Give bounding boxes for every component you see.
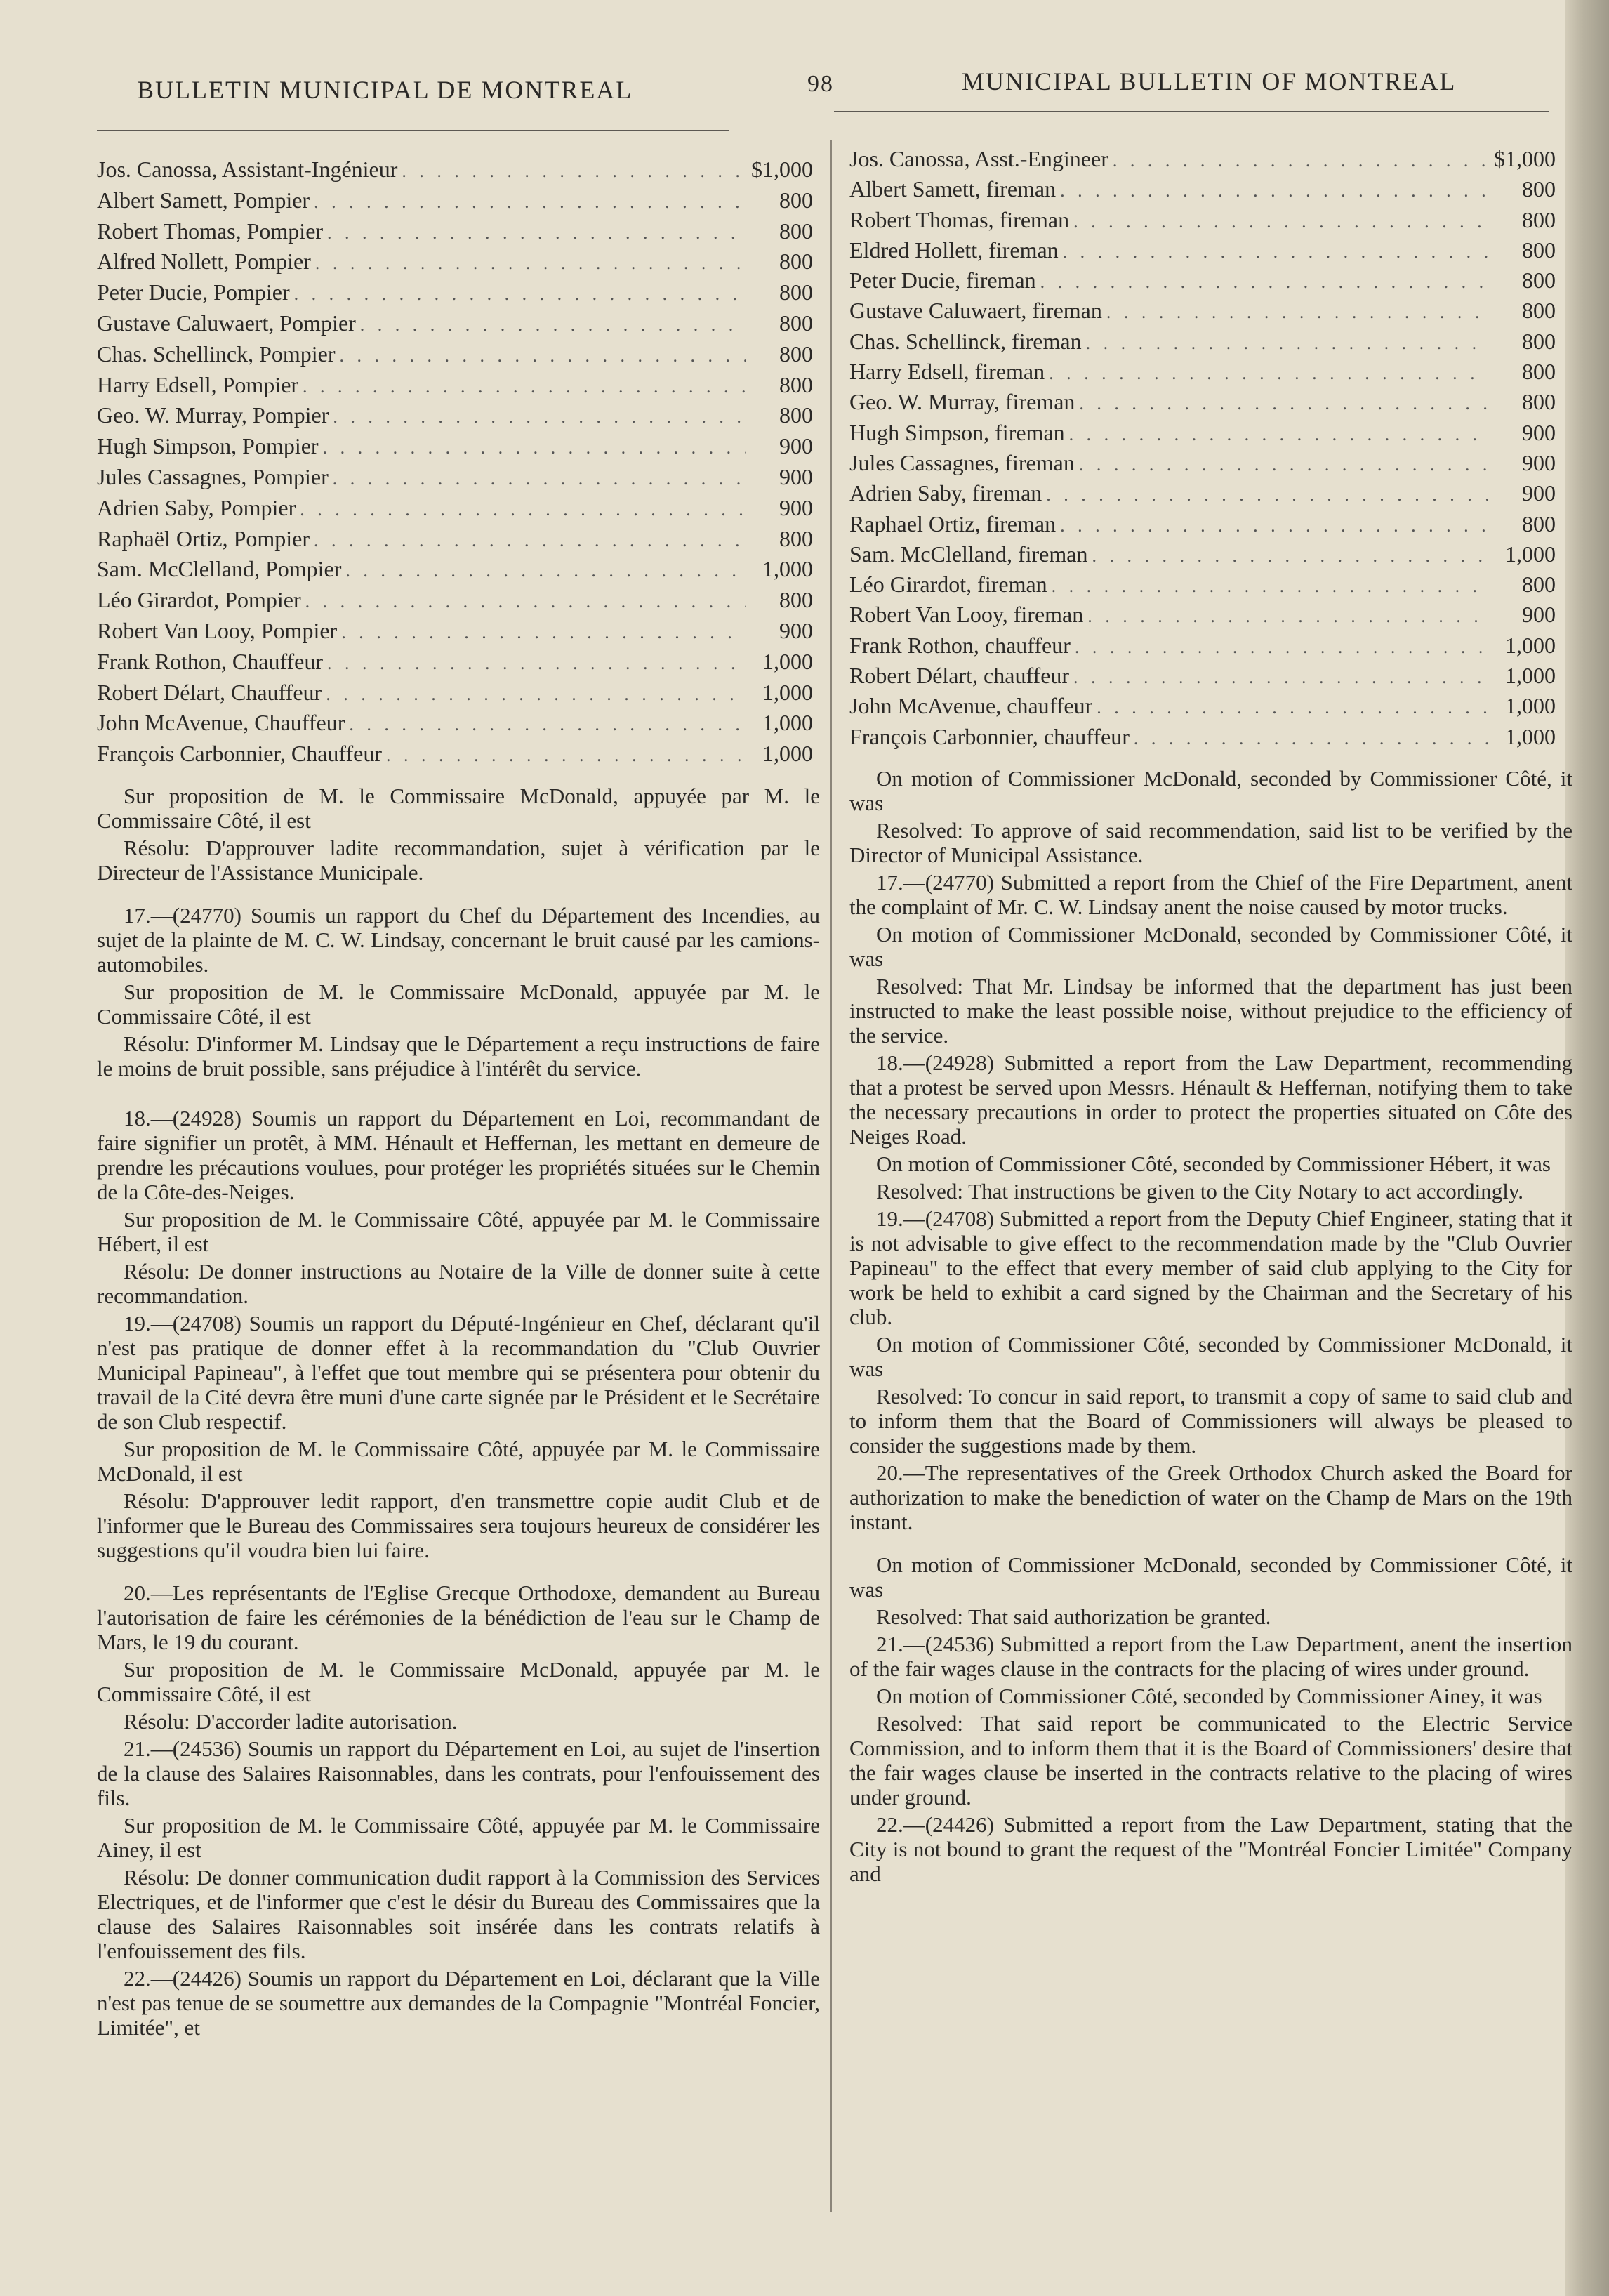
roster-amount: 900 bbox=[779, 494, 813, 520]
leader-dots bbox=[1073, 206, 1488, 237]
roster-amount: 800 bbox=[779, 279, 813, 305]
roster-name: Alfred Nollett, Pompier bbox=[97, 249, 311, 275]
leader-dots bbox=[360, 310, 746, 341]
item-22-report: 22.—(24426) Submitted a report from the Law Department, stating that the City is not bound to grant the request of the "Montréal Foncier Limitée" Company and bbox=[849, 1812, 1572, 1886]
item-22-report: 22.—(24426) Soumis un rapport du Département en Loi, déclarant que la Ville n'est pas tenue de se soumettre aux demandes de la Compagnie "Montréal Foncier, Limitée", et bbox=[97, 1965, 820, 2040]
roster-name: Peter Ducie, fireman bbox=[849, 268, 1036, 293]
roster-name: Robert Thomas, Pompier bbox=[97, 218, 324, 244]
roster-amount: 800 bbox=[779, 187, 813, 213]
roster-amount: 1,000 bbox=[1505, 663, 1556, 689]
roster-name: Gustave Caluwaert, Pompier bbox=[97, 310, 356, 336]
motion-paragraph: On motion of Commissioner McDonald, seconded by Commissioner Côté, it was bbox=[849, 765, 1572, 815]
roster-row bbox=[97, 277, 813, 308]
roster-row bbox=[97, 739, 813, 770]
leader-dots bbox=[326, 679, 746, 710]
roster-row bbox=[849, 357, 1556, 387]
roster-row bbox=[849, 600, 1556, 630]
column-divider bbox=[830, 140, 832, 2212]
motion-paragraph: Sur proposition de M. le Commissaire Côté, appuyée par M. le Commissaire Hébert, il est bbox=[97, 1206, 820, 1256]
roster-row bbox=[97, 246, 813, 277]
page-header bbox=[0, 67, 1609, 116]
roster-row bbox=[849, 569, 1556, 600]
leader-dots bbox=[1049, 358, 1488, 388]
resolution-paragraph: Résolu: De donner communication dudit rapport à la Commission des Services Electriques, et de l'informer que c'est le désir du Bureau des Commissaires que la clause des Salaires Raisonnables soit insérée dans les contrats relatifs à l'enfouissement des fils. bbox=[97, 1864, 820, 1963]
motion-paragraph: On motion of Commissioner Côté, seconded by Commissioner Hébert, it was bbox=[876, 1151, 1551, 1176]
leader-dots bbox=[1060, 510, 1488, 541]
header-rule-right bbox=[834, 111, 1549, 112]
roster-name: Sam. McClelland, fireman bbox=[849, 541, 1088, 567]
resolution-paragraph: Résolu: D'accorder ladite autorisation. bbox=[124, 1708, 458, 1734]
item-21-report: 21.—(24536) Submitted a report from the Law Department, anent the insertion of the fair wages clause in the contracts for the placing of wires under ground. bbox=[849, 1631, 1572, 1681]
roster-row bbox=[849, 205, 1556, 235]
leader-dots bbox=[1113, 145, 1488, 176]
leader-dots bbox=[349, 709, 746, 740]
roster-row bbox=[849, 174, 1556, 204]
roster-amount: 800 bbox=[1522, 389, 1556, 415]
leader-dots bbox=[1040, 267, 1488, 297]
motion-paragraph: On motion of Commissioner McDonald, seconded by Commissioner Côté, it was bbox=[849, 1552, 1572, 1602]
roster-row bbox=[849, 387, 1556, 417]
leader-dots bbox=[327, 648, 746, 679]
roster-amount: 900 bbox=[1522, 449, 1556, 475]
roster-name: Léo Girardot, fireman bbox=[849, 572, 1047, 598]
leader-dots bbox=[345, 555, 746, 586]
roster-row bbox=[849, 144, 1556, 174]
roster-name: Jos. Canossa, Assistant-Ingénieur bbox=[97, 157, 398, 182]
roster-amount: 800 bbox=[1522, 298, 1556, 324]
roster-amount: 800 bbox=[1522, 176, 1556, 202]
roster-name: Peter Ducie, Pompier bbox=[97, 279, 290, 305]
roster-amount: 900 bbox=[779, 433, 813, 459]
roster-amount: 800 bbox=[1522, 572, 1556, 598]
roster-name: Gustave Caluwaert, fireman bbox=[849, 298, 1102, 324]
roster-row bbox=[97, 400, 813, 431]
roster-name: Léo Girardot, Pompier bbox=[97, 587, 301, 613]
roster-row bbox=[97, 339, 813, 370]
roster-row bbox=[849, 418, 1556, 448]
roster-row bbox=[849, 265, 1556, 296]
resolution-paragraph: Resolved: That Mr. Lindsay be informed that the department has just been instructed to make the least possible noise, without prejudice to the efficiency of the service. bbox=[849, 973, 1572, 1048]
roster-amount: 800 bbox=[779, 587, 813, 613]
header-rule-left bbox=[97, 130, 729, 131]
roster-name: John McAvenue, chauffeur bbox=[849, 693, 1093, 719]
roster-amount: 800 bbox=[1522, 237, 1556, 263]
roster-amount: 1,000 bbox=[762, 556, 813, 582]
roster-row bbox=[849, 539, 1556, 569]
roster-row bbox=[849, 235, 1556, 265]
page-number: 98 bbox=[807, 71, 834, 97]
roster-name: Albert Samett, Pompier bbox=[97, 187, 310, 213]
leader-dots bbox=[1134, 723, 1488, 753]
roster-name: Harry Edsell, fireman bbox=[849, 359, 1045, 385]
roster-amount: 900 bbox=[1522, 419, 1556, 445]
roster-name: Frank Rothon, chauffeur bbox=[849, 632, 1071, 658]
roster-name: Jules Cassagnes, Pompier bbox=[97, 463, 329, 489]
roster-amount: 800 bbox=[779, 310, 813, 336]
roster-amount: 900 bbox=[1522, 480, 1556, 506]
roster-row bbox=[97, 678, 813, 708]
resolution-paragraph: Résolu: D'approuver ledit rapport, d'en transmettre copie audit Club et de l'informer que le Bureau des Commissaires sera toujours heureux de considérer les suggestions qu'il voudra bien lui faire. bbox=[97, 1488, 820, 1562]
roster-name: Eldred Hollett, fireman bbox=[849, 237, 1059, 263]
leader-dots bbox=[314, 187, 746, 218]
roster-amount: 800 bbox=[779, 249, 813, 275]
roster-amount: 900 bbox=[1522, 602, 1556, 628]
resolution-paragraph: Resolved: That said authorization be granted. bbox=[876, 1604, 1271, 1629]
leader-dots bbox=[333, 463, 746, 494]
motion-paragraph: On motion of Commissioner Côté, seconded by Commissioner Ainey, it was bbox=[876, 1683, 1542, 1708]
roster-name: Geo. W. Murray, Pompier bbox=[97, 402, 329, 428]
roster-name: Raphaël Ortiz, Pompier bbox=[97, 525, 310, 551]
leader-dots bbox=[1087, 601, 1488, 631]
motion-paragraph: Sur proposition de M. le Commissaire Côté, appuyée par M. le Commissaire Ainey, il est bbox=[97, 1812, 820, 1862]
leader-dots bbox=[300, 494, 746, 525]
roster-row bbox=[97, 585, 813, 616]
leader-dots bbox=[305, 586, 746, 617]
resolution-paragraph: Resolved: That said report be communicated to the Electric Service Commission, and to inform them that it is the Board of Commissioners' desire that the fair wages clause be inserted in the contracts relative to the placing of wires under ground. bbox=[849, 1710, 1572, 1809]
roster-name: Adrien Saby, fireman bbox=[849, 480, 1042, 506]
leader-dots bbox=[1063, 237, 1488, 267]
roster-amount: 800 bbox=[1522, 510, 1556, 536]
leader-dots bbox=[1106, 297, 1488, 327]
roster-amount: 1,000 bbox=[1505, 632, 1556, 658]
resolution-paragraph: Resolved: To approve of said recommendation, said list to be verified by the Director of Municipal Assistance. bbox=[849, 817, 1572, 867]
roster-row bbox=[849, 509, 1556, 539]
roster-amount: 800 bbox=[779, 371, 813, 397]
roster-amount: $1,000 bbox=[751, 157, 813, 182]
roster-amount: 1,000 bbox=[1505, 723, 1556, 749]
roster-row bbox=[97, 708, 813, 739]
leader-dots bbox=[386, 740, 746, 771]
leader-dots bbox=[314, 525, 746, 556]
roster-row bbox=[97, 308, 813, 339]
roster-row bbox=[97, 216, 813, 247]
roster-row bbox=[97, 462, 813, 493]
roster-name: John McAvenue, Chauffeur bbox=[97, 710, 345, 736]
leader-dots bbox=[402, 156, 746, 187]
item-21-report: 21.—(24536) Soumis un rapport du Département en Loi, au sujet de l'insertion de la clause des Salaires Raisonnables, dans les contrats, pour l'enfouissement des fils. bbox=[97, 1736, 820, 1810]
leader-dots bbox=[1073, 662, 1488, 692]
leader-dots bbox=[1069, 419, 1488, 449]
header-left-title: BULLETIN MUNICIPAL DE MONTREAL bbox=[137, 76, 633, 104]
english-roster bbox=[849, 144, 1572, 752]
roster-amount: 1,000 bbox=[1505, 541, 1556, 567]
roster-name: Geo. W. Murray, fireman bbox=[849, 389, 1075, 415]
item-18-report: 18.—(24928) Submitted a report from the Law Department, recommending that a protest be served upon Messrs. Hénault & Heffernan, notifying them to take the necessary precautions in order to protect the properties situated on Côte des Neiges Road. bbox=[849, 1050, 1572, 1149]
english-column bbox=[849, 144, 1572, 1889]
roster-name: Hugh Simpson, Pompier bbox=[97, 433, 319, 459]
roster-amount: 800 bbox=[1522, 268, 1556, 293]
roster-name: Hugh Simpson, fireman bbox=[849, 419, 1065, 445]
roster-name: Raphael Ortiz, fireman bbox=[849, 510, 1057, 536]
leader-dots bbox=[341, 617, 746, 648]
roster-name: Chas. Schellinck, fireman bbox=[849, 328, 1082, 354]
roster-row bbox=[97, 370, 813, 401]
motion-paragraph: Sur proposition de M. le Commissaire McDonald, appuyée par M. le Commissaire Côté, il est bbox=[97, 1656, 820, 1706]
roster-amount: 1,000 bbox=[1505, 693, 1556, 719]
roster-name: Harry Edsell, Pompier bbox=[97, 371, 299, 397]
header-right-title: MUNICIPAL BULLETIN OF MONTREAL bbox=[962, 67, 1457, 95]
roster-amount: 800 bbox=[1522, 359, 1556, 385]
resolution-paragraph: Résolu: De donner instructions au Notaire de la Ville de donner suite à cette recommandation. bbox=[97, 1258, 820, 1308]
roster-amount: 1,000 bbox=[762, 679, 813, 705]
leader-dots bbox=[315, 248, 746, 279]
roster-name: Robert Van Looy, fireman bbox=[849, 602, 1084, 628]
roster-name: Adrien Saby, Pompier bbox=[97, 494, 296, 520]
roster-amount: 800 bbox=[1522, 206, 1556, 232]
leader-dots bbox=[303, 371, 746, 402]
roster-row bbox=[849, 722, 1556, 752]
item-17-report: 17.—(24770) Soumis un rapport du Chef du Département des Incendies, au sujet de la plainte de M. C. W. Lindsay, concernant le bruit causé par les camions-automobiles. bbox=[97, 902, 820, 977]
roster-row bbox=[849, 478, 1556, 508]
roster-amount: 800 bbox=[779, 525, 813, 551]
leader-dots bbox=[327, 218, 746, 249]
leader-dots bbox=[333, 402, 746, 433]
roster-row bbox=[849, 631, 1556, 661]
motion-paragraph: Sur proposition de M. le Commissaire McDonald, appuyée par M. le Commissaire Côté, il est bbox=[97, 783, 820, 833]
roster-name: Robert Thomas, fireman bbox=[849, 206, 1070, 232]
item-19-report: 19.—(24708) Submitted a report from the Deputy Chief Engineer, stating that it is not advisable to give effect to the recommendation made by the "Club Ouvrier Papineau" to the effect that every member of said club applying to the City for work be held to exhibit a card signed by the Chairman and the Secretary of his club. bbox=[849, 1206, 1572, 1329]
roster-row bbox=[97, 647, 813, 678]
motion-paragraph: On motion of Commissioner Côté, seconded by Commissioner McDonald, it was bbox=[849, 1331, 1572, 1381]
leader-dots bbox=[1079, 388, 1488, 418]
roster-row bbox=[849, 326, 1556, 357]
resolution-paragraph: Résolu: D'informer M. Lindsay que le Département a reçu instructions de faire le moins de bruit possible, sans préjudice à l'intérêt du service. bbox=[97, 1031, 820, 1081]
leader-dots bbox=[1046, 480, 1488, 510]
roster-amount: 800 bbox=[779, 218, 813, 244]
roster-amount: 900 bbox=[779, 617, 813, 643]
resolution-paragraph: Résolu: D'approuver ladite recommandation, sujet à vérification par le Directeur de l'Assistance Municipale. bbox=[97, 835, 820, 885]
leader-dots bbox=[323, 433, 746, 463]
roster-row bbox=[97, 493, 813, 524]
roster-name: Sam. McClelland, Pompier bbox=[97, 556, 342, 582]
roster-row bbox=[97, 524, 813, 555]
roster-row bbox=[97, 185, 813, 216]
roster-row bbox=[97, 431, 813, 462]
leader-dots bbox=[1060, 176, 1488, 206]
roster-name: Chas. Schellinck, Pompier bbox=[97, 341, 336, 367]
leader-dots bbox=[1075, 632, 1488, 662]
item-18-report: 18.—(24928) Soumis un rapport du Département en Loi, recommandant de faire signifier un protêt, à MM. Hénault et Heffernan, les mettant en demeure de prendre les précautions voulues, pour protéger les propriétés situées sur le Chemin de la Côte-des-Neiges. bbox=[97, 1105, 820, 1204]
leader-dots bbox=[340, 341, 746, 371]
french-roster bbox=[97, 154, 820, 770]
roster-name: Robert Van Looy, Pompier bbox=[97, 617, 338, 643]
resolution-paragraph: Resolved: That instructions be given to the City Notary to act accordingly. bbox=[876, 1178, 1524, 1203]
french-column bbox=[97, 154, 820, 2043]
roster-name: François Carbonnier, Chauffeur bbox=[97, 741, 383, 767]
leader-dots bbox=[1052, 571, 1488, 601]
roster-amount: 800 bbox=[779, 402, 813, 428]
item-20-request: 20.—Les représentants de l'Eglise Grecque Orthodoxe, demandent au Bureau l'autorisation de faire les cérémonies de la bénédiction de l'eau sur le Champ de Mars, le 19 du courant. bbox=[97, 1580, 820, 1654]
roster-name: Robert Délart, Chauffeur bbox=[97, 679, 322, 705]
roster-row bbox=[849, 691, 1556, 721]
roster-name: Frank Rothon, Chauffeur bbox=[97, 648, 324, 674]
leader-dots bbox=[1092, 541, 1488, 571]
motion-paragraph: On motion of Commissioner McDonald, seconded by Commissioner Côté, it was bbox=[849, 921, 1572, 971]
roster-amount: 800 bbox=[1522, 328, 1556, 354]
roster-name: Robert Délart, chauffeur bbox=[849, 663, 1070, 689]
leader-dots bbox=[1079, 449, 1488, 480]
roster-row bbox=[849, 661, 1556, 691]
roster-amount: 1,000 bbox=[762, 648, 813, 674]
roster-amount: $1,000 bbox=[1494, 146, 1556, 171]
roster-amount: 1,000 bbox=[762, 741, 813, 767]
roster-amount: 800 bbox=[779, 341, 813, 367]
roster-amount: 900 bbox=[779, 463, 813, 489]
roster-row bbox=[97, 554, 813, 585]
leader-dots bbox=[1086, 328, 1488, 358]
resolution-paragraph: Resolved: To concur in said report, to transmit a copy of same to said club and to inform them that the Board of Commissioners will always be pleased to consider the suggestions made by them. bbox=[849, 1383, 1572, 1458]
leader-dots bbox=[294, 279, 746, 310]
item-17-report: 17.—(24770) Submitted a report from the Chief of the Fire Department, anent the complaint of Mr. C. W. Lindsay anent the noise caused by motor trucks. bbox=[849, 869, 1572, 919]
motion-paragraph: Sur proposition de M. le Commissaire McDonald, appuyée par M. le Commissaire Côté, il est bbox=[97, 979, 820, 1029]
roster-name: François Carbonnier, chauffeur bbox=[849, 723, 1130, 749]
roster-row bbox=[97, 616, 813, 647]
item-20-request: 20.—The representatives of the Greek Orthodox Church asked the Board for authorization to make the benediction of water on the Champ de Mars on the 19th instant. bbox=[849, 1460, 1572, 1534]
roster-amount: 1,000 bbox=[762, 710, 813, 736]
roster-name: Albert Samett, fireman bbox=[849, 176, 1057, 202]
roster-name: Jules Cassagnes, fireman bbox=[849, 449, 1075, 475]
motion-paragraph: Sur proposition de M. le Commissaire Côté, appuyée par M. le Commissaire McDonald, il est bbox=[97, 1436, 820, 1486]
roster-row bbox=[849, 296, 1556, 326]
leader-dots bbox=[1097, 692, 1488, 723]
item-19-report: 19.—(24708) Soumis un rapport du Député-Ingénieur en Chef, déclarant qu'il n'est pas pratique de donner effet à la recommandation du "Club Ouvrier Municipal Papineau", à l'effet que tout membre qui se présentera pour obtenir du travail de la Cité devra être muni d'une carte signée par le Président et le Secrétaire de son Club respectif. bbox=[97, 1310, 820, 1434]
roster-row bbox=[97, 154, 813, 185]
roster-row bbox=[849, 448, 1556, 478]
roster-name: Jos. Canossa, Asst.-Engineer bbox=[849, 146, 1108, 171]
